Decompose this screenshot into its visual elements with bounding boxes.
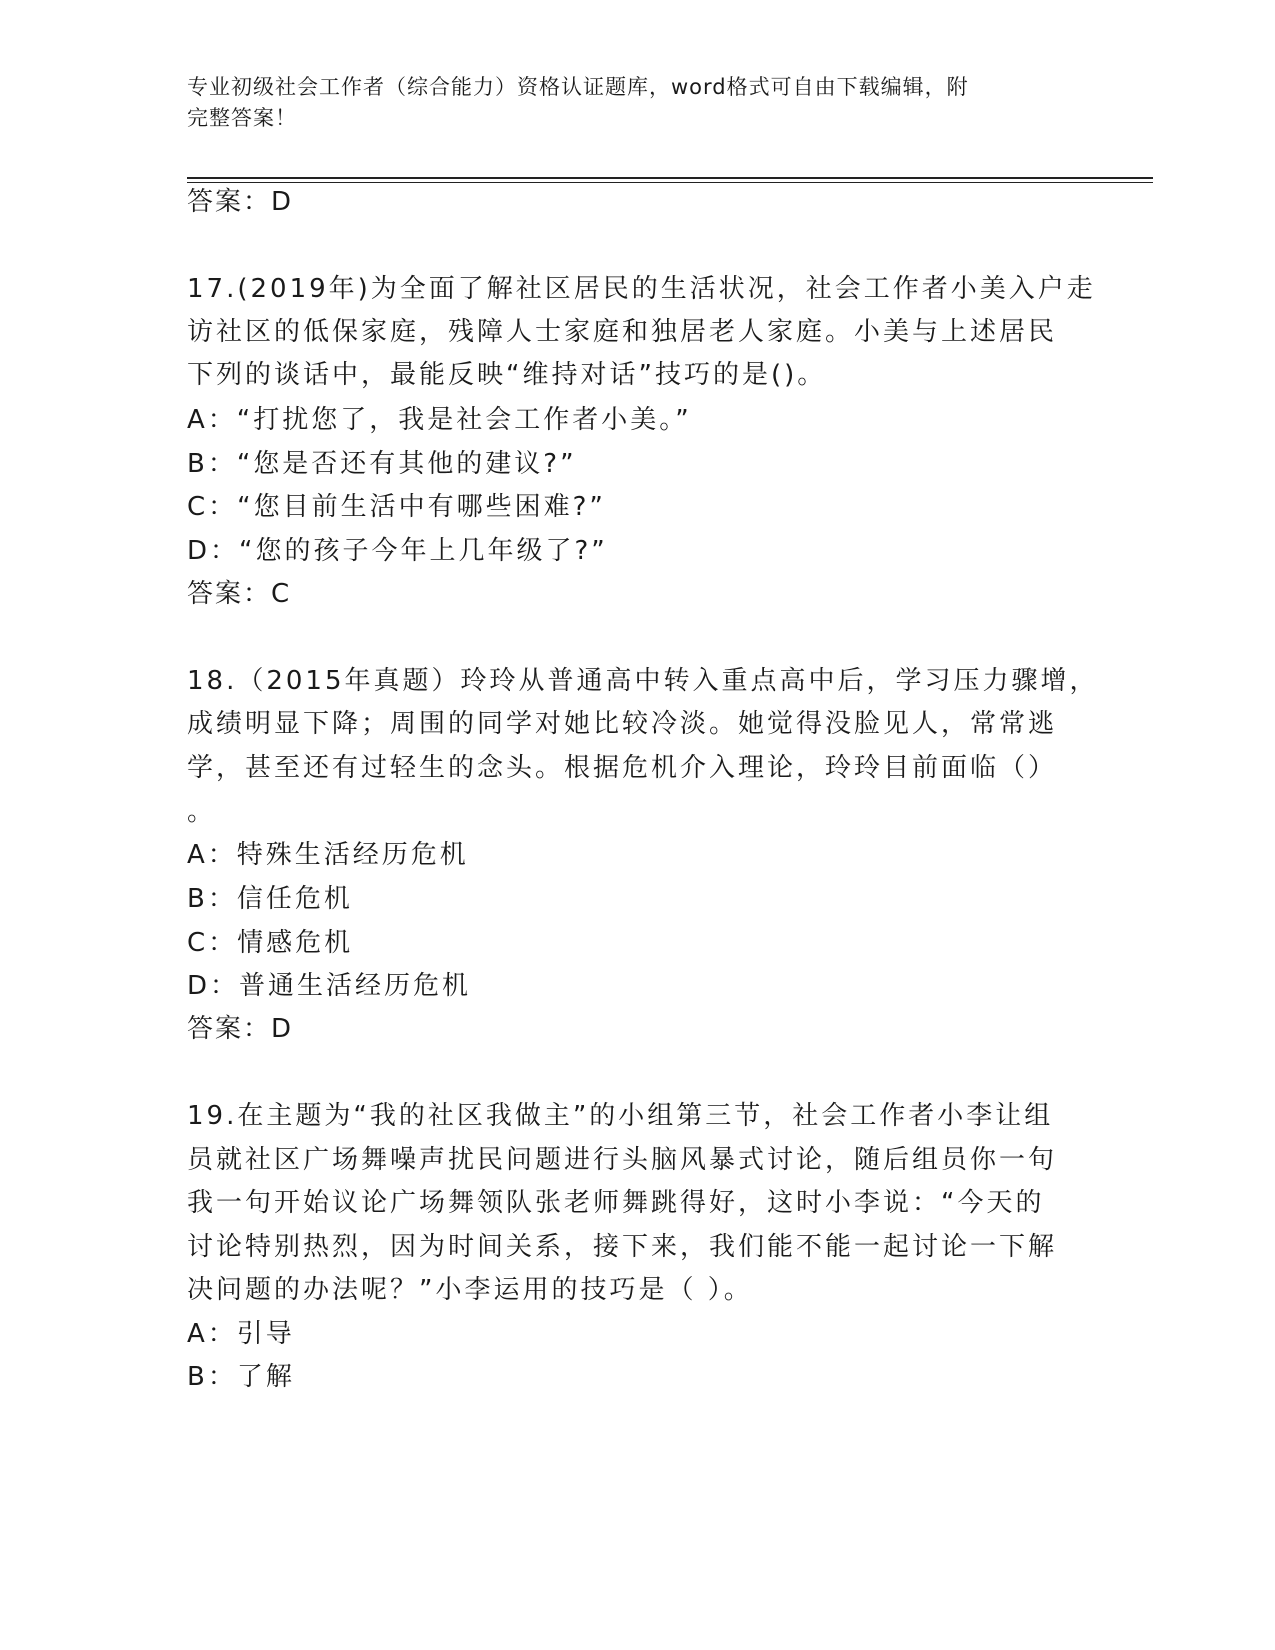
q17-option-b: B：“您是否还有其他的建议?” xyxy=(187,449,577,479)
q18-option-b: B：信任危机 xyxy=(187,884,353,914)
header-divider-thin xyxy=(187,182,1153,183)
q18-option-a: A：特殊生活经历危机 xyxy=(187,840,469,870)
q17-option-d: D：“您的孩子今年上几年级了?” xyxy=(187,536,608,566)
q17-stem-line: 17.(2019年)为全面了解社区居民的生活状况，社会工作者小美入户走 xyxy=(187,274,1096,304)
q18-stem-line: 。 xyxy=(187,797,217,827)
answer-17: 答案：C xyxy=(187,579,292,609)
header-line-1: 专业初级社会工作者（综合能力）资格认证题库，word格式可自由下载编辑，附 xyxy=(187,75,969,99)
answer-16: 答案：D xyxy=(187,187,294,217)
header-line-2: 完整答案！ xyxy=(187,106,297,130)
q17-option-c: C：“您目前生活中有哪些困难?” xyxy=(187,492,606,522)
q18-stem-line: 成绩明显下降；周围的同学对她比较冷淡。她觉得没脸见人，常常逃 xyxy=(187,709,1058,739)
header-divider xyxy=(187,177,1153,179)
q18-stem-line: 学，甚至还有过轻生的念头。根据危机介入理论，玲玲目前面临（） xyxy=(187,753,1058,783)
q18-option-c: C：情感危机 xyxy=(187,928,354,958)
q18-option-d: D：普通生活经历危机 xyxy=(187,971,472,1001)
q17-stem-line: 下列的谈话中，最能反映“维持对话”技巧的是()。 xyxy=(187,360,827,390)
q17-option-a: A：“打扰您了，我是社会工作者小美。” xyxy=(187,405,692,435)
q19-stem-line: 决问题的办法呢？”小李运用的技巧是（ ）。 xyxy=(187,1275,753,1305)
q19-option-b: B：了解 xyxy=(187,1362,295,1392)
answer-18: 答案：D xyxy=(187,1014,294,1044)
q19-stem-line: 我一句开始议论广场舞领队张老师舞跳得好，这时小李说：“今天的 xyxy=(187,1188,1045,1218)
q19-option-a: A：引导 xyxy=(187,1319,295,1349)
q19-stem-line: 员就社区广场舞噪声扰民问题进行头脑风暴式讨论，随后组员你一句 xyxy=(187,1145,1058,1175)
document-header xyxy=(187,72,1067,134)
q18-stem-line: 18.（2015年真题）玲玲从普通高中转入重点高中后，学习压力骤增， xyxy=(187,666,1099,696)
q17-stem-line: 访社区的低保家庭，残障人士家庭和独居老人家庭。小美与上述居民 xyxy=(187,317,1058,347)
q19-stem-line: 讨论特别热烈，因为时间关系，接下来，我们能不能一起讨论一下解 xyxy=(187,1232,1058,1262)
q19-stem-line: 19.在主题为“我的社区我做主”的小组第三节，社会工作者小李让组 xyxy=(187,1101,1054,1131)
